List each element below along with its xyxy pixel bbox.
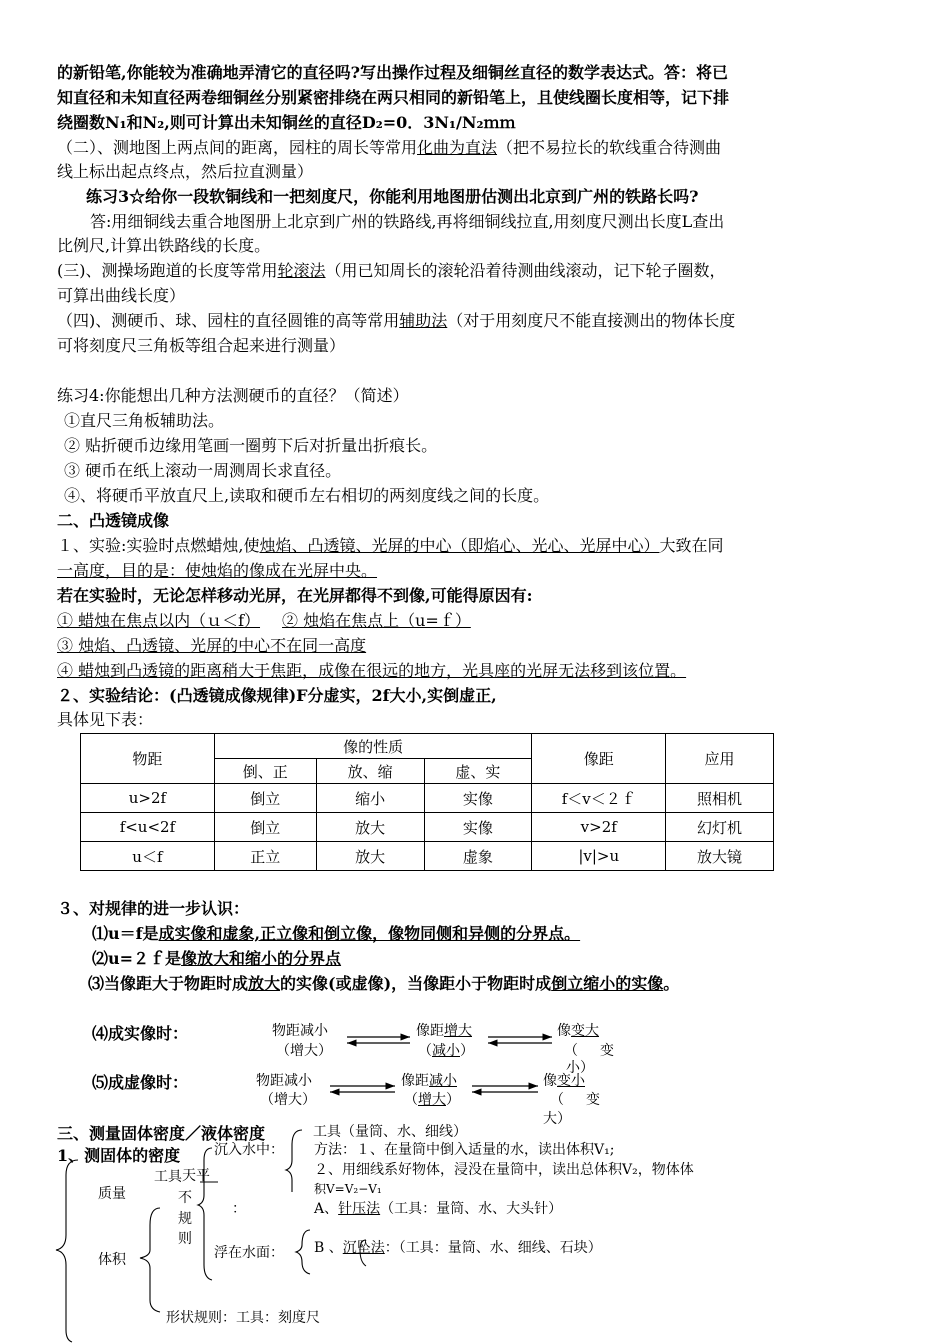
density-volume: 体积 xyxy=(98,1252,126,1268)
rule-5-object-distance: 物距减小 xyxy=(256,1073,312,1089)
method-3-line-2: 可算出曲线长度） xyxy=(57,286,186,305)
table-cell: 放大 xyxy=(316,813,424,842)
rule-1-term: 成实像和虚象,正立像和倒立像，像物同侧和异侧的分界点。 xyxy=(158,924,581,943)
density-method-2: ２、用细线系好物体，浸没在量筒中，读出总体积V₂，物体体 xyxy=(314,1162,694,1178)
exercise-3-question: 练习3☆给你一段软铜线和一把刻度尺，你能利用地图册估测出北京到广州的铁路长吗? xyxy=(86,187,699,206)
table-cell: 实像 xyxy=(424,784,532,813)
density-sinker xyxy=(314,1238,602,1258)
table-cell: u>2f xyxy=(81,784,215,813)
rule-5-object-distance-alt: （增大） xyxy=(260,1092,316,1108)
density-sink-label: 沉入水中： xyxy=(214,1142,284,1158)
rule-5-image-distance-alt-a: （ xyxy=(404,1092,418,1108)
table-cell: 倒立 xyxy=(214,813,316,842)
lens-reason-3: ③ 烛焰、凸透镜、光屏的中心不在同一高度 xyxy=(57,636,367,655)
density-needle-tools: （工具：量筒、水、大头针） xyxy=(380,1201,563,1217)
density-sinker-tools: ：（工具：量筒、水、细线、石块） xyxy=(384,1240,602,1256)
method-2-line-2: 线上标出起点终点，然后拉直测量） xyxy=(57,162,314,181)
density-balance: 天平 xyxy=(182,1168,210,1184)
rule-3-d: 倒立缩小的实像 xyxy=(551,974,664,993)
brace-volume xyxy=(140,1208,160,1312)
method-4-suffix: （对于用刻度尺不能直接测出的物体长度 xyxy=(447,311,736,330)
rules-heading: ３、对规律的进一步认识： xyxy=(57,899,250,918)
table-cell: f＜v＜２ｆ xyxy=(532,784,666,813)
rule-5-image-distance-b: 减小 xyxy=(429,1073,457,1089)
rule-5-image-size xyxy=(543,1071,585,1091)
rule-4-image-distance-alt-a: （ xyxy=(418,1043,432,1059)
rule-5-image-size-alt-a: （ xyxy=(550,1092,564,1108)
method-4-term: 辅助法 xyxy=(399,311,448,330)
rule-4-image-distance-alt-b: 减小 xyxy=(432,1043,460,1059)
method-2-suffix: （把不易拉长的软线重合待测曲 xyxy=(497,138,722,157)
density-method-1: 方法：１、在量筒中倒入适量的水，读出体积V₁; xyxy=(314,1142,615,1158)
table-header-object-distance: 物距 xyxy=(81,734,215,784)
lens-reason-2: ② 烛焰在焦点上（u=ｆ） xyxy=(282,611,471,630)
exercise-4-item: ② 贴折硬币边缘用笔画一圈剪下后对折量出折痕长。 xyxy=(64,436,438,455)
rule-3-e: 。 xyxy=(663,974,680,993)
rule-5-image-distance xyxy=(401,1071,457,1091)
density-tool-label: 工具 xyxy=(154,1169,182,1185)
rule-3-a: ⑶当像距大于物距时成 xyxy=(88,974,249,993)
lens-exp-term: 烛焰、凸透镜、光屏的中心（即焰心、光心、光屏中心） xyxy=(259,536,660,555)
method-3-term: 轮滚法 xyxy=(277,261,326,280)
rule-4-object-distance-alt: （增大） xyxy=(276,1043,332,1059)
rule-4-image-size-alt-2: 小） xyxy=(566,1060,594,1076)
rule-5-image-distance-alt-c: ） xyxy=(446,1092,460,1108)
lens-failure-question: 若在实验时，无论怎样移动光屏，在光屏都得不到像,可能得原因有: xyxy=(57,586,533,605)
method-2-prefix: （二）、测地图上两点间的距离，园柱的周长等常用 xyxy=(57,138,418,157)
brace-main xyxy=(56,1160,78,1342)
density-mass: 质量 xyxy=(98,1186,126,1202)
intro-line-2: 知直径和未知直径两卷细铜丝分别紧密排绕在两只相同的新铅笔上，且使线圈长度相等，记下排 xyxy=(57,88,730,107)
rule-5-image-distance-alt-b: 增大 xyxy=(418,1092,446,1108)
lens-exp2-prefix: 一高度，目的是： xyxy=(57,561,186,580)
table-cell: 实像 xyxy=(424,813,532,842)
rule-5-image-size-b: 变小 xyxy=(557,1073,585,1089)
density-heading: 三、测量固体密度／液体密度 xyxy=(57,1124,266,1143)
brace-float xyxy=(296,1230,310,1274)
density-tools: 工具（量筒、水、细线） xyxy=(313,1124,467,1140)
lens-exp2-term: 使烛焰的像成在光屏中央。 xyxy=(185,561,378,580)
table-cell: |v|>u xyxy=(532,842,666,871)
lens-exp-prefix: １、实验:实验时点燃蜡烛,使 xyxy=(57,536,260,555)
rule-4-image-distance-alt-c: ） xyxy=(460,1043,474,1059)
method-4-line-2: 可将刻度尺三角板等组合起来进行测量） xyxy=(57,336,346,355)
rule-4-image-distance-b: 增大 xyxy=(444,1023,472,1039)
rule-4-image-size-alt-a: （ xyxy=(564,1043,578,1059)
intro-line-3: 绕圈数N₁和N₂,则可计算出未知铜丝的直径D₂=0．3N₁/N₂ｍｍ xyxy=(57,113,516,132)
density-sinker-a: B 、 xyxy=(314,1240,343,1256)
exercise-4-item: ①直尺三角板辅助法。 xyxy=(64,411,225,430)
density-irregular-3: 则 xyxy=(178,1231,192,1247)
density-subheading: 1、测固体的密度 xyxy=(57,1146,181,1165)
density-float-label: 浮在水面： xyxy=(214,1245,284,1261)
table-cell: 放大镜 xyxy=(666,842,774,871)
table-header-image-nature: 像的性质 xyxy=(214,734,532,759)
method-3-suffix: （用已知周长的滚轮沿着待测曲线滚动，记下轮子圈数， xyxy=(325,261,726,280)
lens-reason-4: ④ 蜡烛到凸透镜的距离稍大于焦距，成像在很远的地方，光具座的光屏无法移到该位置。 xyxy=(57,661,687,680)
method-3-prefix: (三)、测操场跑道的长度等常用 xyxy=(57,261,278,280)
table-cell: 正立 xyxy=(214,842,316,871)
density-needle xyxy=(314,1199,562,1219)
density-colon: ： xyxy=(232,1201,246,1217)
rule-4-object-distance: 物距减小 xyxy=(272,1023,328,1039)
intro-line-1: 的新铅笔,你能较为准确地弄清它的直径吗?写出操作过程及细铜丝直径的数学表达式。答：将已 xyxy=(57,63,728,82)
table-cell: v>2f xyxy=(532,813,666,842)
density-needle-term: 针压法 xyxy=(338,1201,381,1217)
density-regular-shape: 形状规则：工具：刻度尺 xyxy=(166,1310,320,1326)
lens-heading: 二、凸透镜成像 xyxy=(57,511,170,530)
method-2-term: 化曲为直法 xyxy=(417,138,498,157)
density-irregular-2: 规 xyxy=(178,1211,192,1227)
exercise-4-item: ④、将硬币平放直尺上,读取和硬币左右相切的两刻度线之间的长度。 xyxy=(64,486,550,505)
rule-2-term: 像放大和缩小的分界点 xyxy=(181,949,342,968)
rule-4-image-size-alt-b: 变 xyxy=(600,1043,614,1059)
rule-5-label: ⑸成虚像时： xyxy=(92,1073,189,1092)
density-needle-a: A、 xyxy=(314,1201,339,1217)
method-4-prefix: （四)、测硬币、球、园柱的直径圆锥的高等常用 xyxy=(57,311,400,330)
rule-5-image-size-a: 像 xyxy=(543,1073,557,1089)
rule-2-prefix: ⑵u=２ｆ是 xyxy=(92,949,182,968)
lens-see-table: 具体见下表： xyxy=(57,710,154,729)
lens-conclusion-text: ２、实验结论：(凸透镜成像规律)F分虚实，2f大小,实倒虚正, xyxy=(57,686,497,705)
table-cell: 幻灯机 xyxy=(666,813,774,842)
table-subheader-type: 虚、实 xyxy=(424,759,532,784)
table-cell: 倒立 xyxy=(214,784,316,813)
table-cell: u＜f xyxy=(81,842,215,871)
lens-reason-1: ① 蜡烛在焦点以内（ｕ＜f） xyxy=(57,611,261,630)
exercise-3-answer-1: 答:用细铜线去重合地图册上北京到广州的铁路线,再将细铜线拉直,用刻度尺测出长度L查出 xyxy=(90,212,725,231)
rule-5-image-distance-a: 像距 xyxy=(401,1073,429,1089)
table-cell: 虚象 xyxy=(424,842,532,871)
table-subheader-orientation: 倒、正 xyxy=(214,759,316,784)
lens-exp-suffix: 大致在同 xyxy=(659,536,724,555)
rule-4-label: ⑷成实像时： xyxy=(92,1024,189,1043)
rule-5-image-size-alt xyxy=(550,1090,600,1110)
table-header-image-distance: 像距 xyxy=(532,734,666,784)
table-cell: 放大 xyxy=(316,842,424,871)
exercise-4-question: 练习4:你能想出几种方法测硬币的直径？（简述） xyxy=(57,386,409,405)
density-irregular-1: 不 xyxy=(178,1190,192,1206)
rule-3-b: 放大 xyxy=(248,974,281,993)
table-subheader-size: 放、缩 xyxy=(316,759,424,784)
exercise-3-answer-2: 比例尺,计算出铁路线的长度。 xyxy=(57,236,271,255)
table-header-use: 应用 xyxy=(666,734,774,784)
rule-4-image-size-b: 变大 xyxy=(571,1023,599,1039)
exercise-4-item: ③ 硬币在纸上滚动一周测周长求直径。 xyxy=(64,461,342,480)
density-sinker-term: 沉坠法 xyxy=(342,1240,385,1256)
rule-1-prefix: ⑴u＝f是 xyxy=(92,924,159,943)
density-method-3: 积V=V₂−V₁ xyxy=(314,1182,382,1196)
table-cell: 缩小 xyxy=(316,784,424,813)
rule-5-image-size-alt-2: 大） xyxy=(543,1111,571,1127)
table-cell: 照相机 xyxy=(666,784,774,813)
rule-4-image-size-a: 像 xyxy=(557,1023,571,1039)
rule-5-image-distance-alt xyxy=(404,1090,460,1110)
table-cell: f<u<2f xyxy=(81,813,215,842)
rule-5-image-size-alt-b: 变 xyxy=(586,1092,600,1108)
rule-4-image-distance-a: 像距 xyxy=(416,1023,444,1039)
brace-sink xyxy=(286,1130,302,1192)
rule-3-c: 的实像(或虚像)，当像距小于物距时成 xyxy=(280,974,552,993)
